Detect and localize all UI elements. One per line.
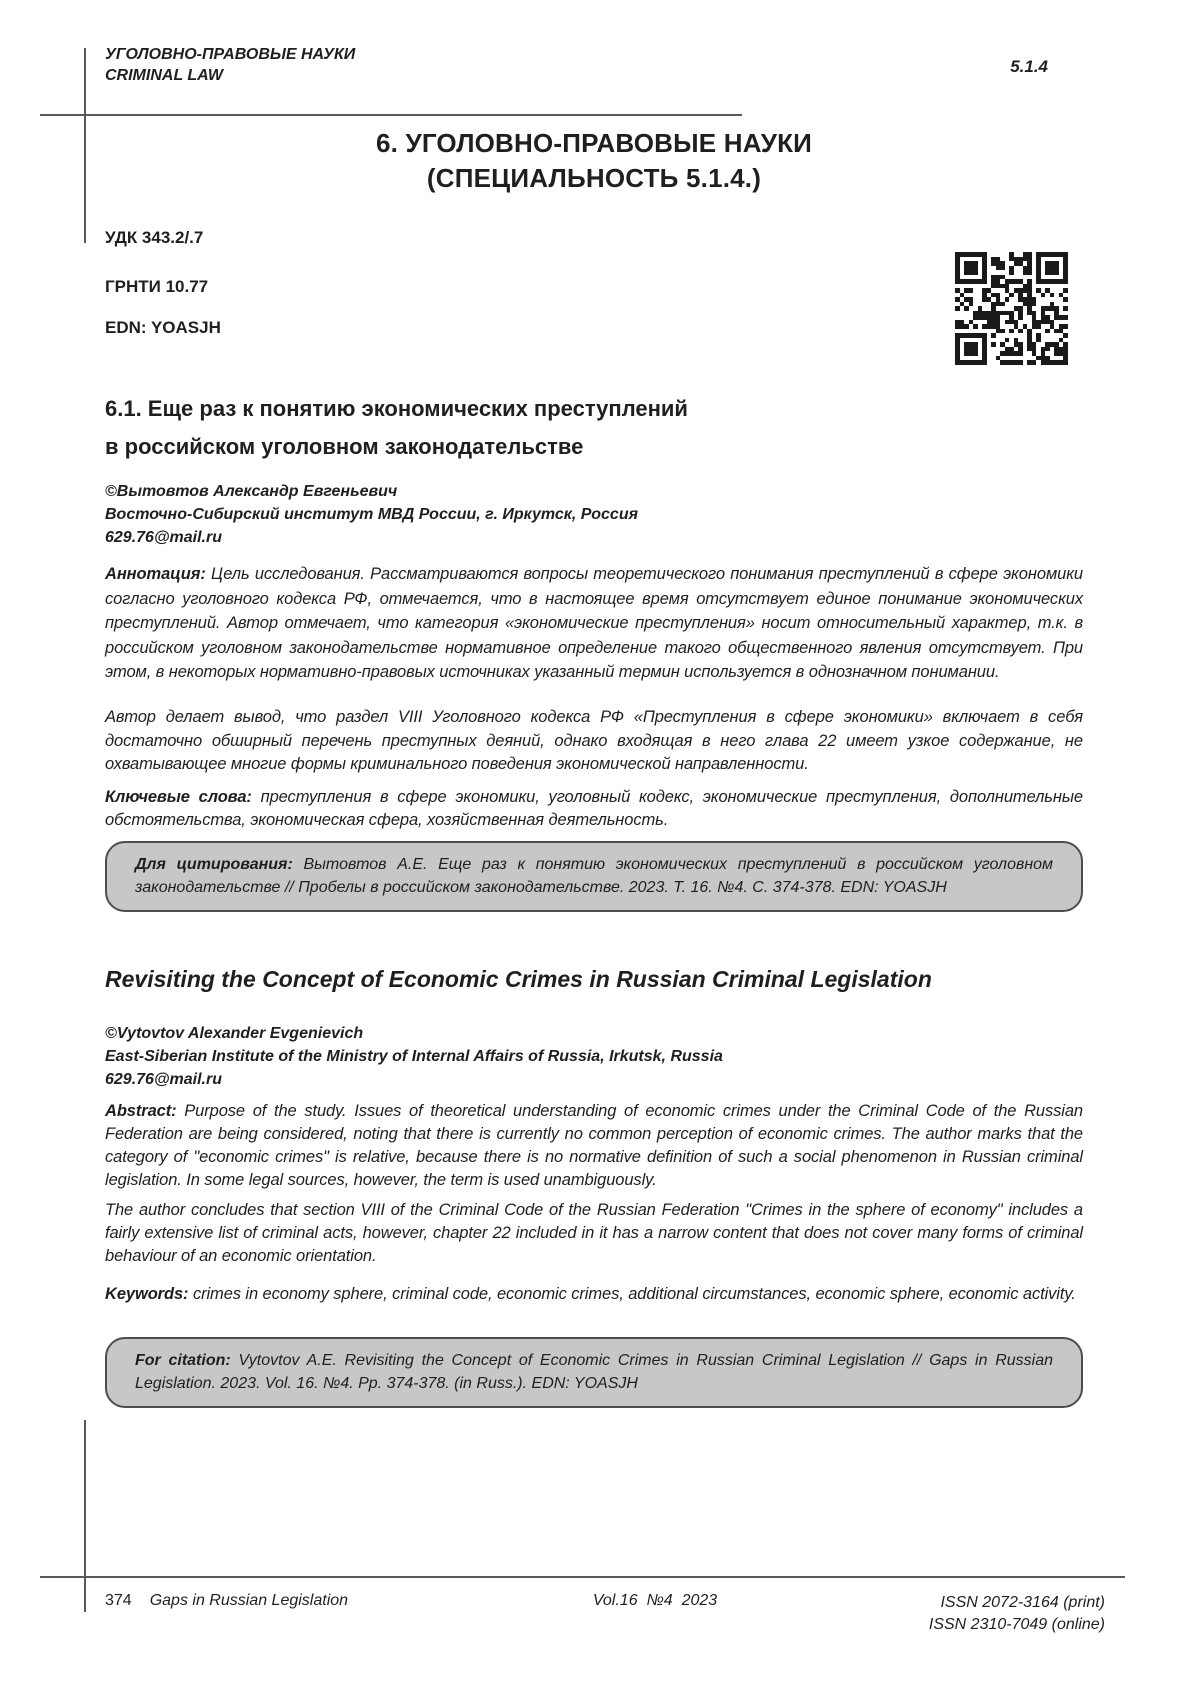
header-rule <box>40 114 742 116</box>
keywords-ru <box>105 786 1083 832</box>
keywords-ru-label: Ключевые слова: <box>105 788 252 806</box>
keywords-en-text: crimes in economy sphere, criminal code, economic crimes, additional circumstances, economic sphere, economic activity. <box>192 1285 1076 1303</box>
keywords-ru-text: преступления в сфере экономики, уголовный кодекс, экономические преступления, дополнительные обстоятельства, экономическая сфера, хозяйственная деятельность. <box>105 788 1083 829</box>
abstract-ru-p2: Автор делает вывод, что раздел VIII Уголовного кодекса РФ «Преступления в сфере экономики» включает в себя достаточно обширный перечень преступных деяний, однако входящая в него глава 22 имеет узкое содержание, не охватывающее многие формы криминального поведения экономической направленности. <box>105 708 1083 773</box>
running-head-ru: УГОЛОВНО-ПРАВОВЫЕ НАУКИ <box>105 46 356 63</box>
footer-rule <box>40 1576 1125 1578</box>
running-head-en: CRIMINAL LAW <box>105 67 223 84</box>
edn-code: EDN: YOASJH <box>105 318 221 337</box>
citation-box-ru <box>105 841 1083 912</box>
section-title-line2: (СПЕЦИАЛЬНОСТЬ 5.1.4.) <box>426 163 762 193</box>
abstract-en-p1 <box>105 1100 1083 1192</box>
abstract-ru-label: Аннотация: <box>105 565 206 583</box>
footer-issn-online: ISSN 2310-7049 (online) <box>928 1616 1105 1633</box>
section-title-line1: 6. УГОЛОВНО-ПРАВОВЫЕ НАУКИ <box>375 128 813 158</box>
keywords-en-label: Keywords: <box>105 1285 189 1303</box>
affiliation-en: East-Siberian Institute of the Ministry of Internal Affairs of Russia, Irkutsk, Russia <box>105 1048 723 1065</box>
article-title-en: Revisiting the Concept of Economic Crimes in Russian Criminal Legislation <box>105 966 932 992</box>
author-name-ru: ©Вытовтов Александр Евгеньевич <box>105 483 398 500</box>
abstract-en-label: Abstract: <box>105 1102 177 1120</box>
article-title-ru <box>105 390 1083 466</box>
author-email-en: 629.76@mail.ru <box>105 1071 222 1088</box>
author-email-ru: 629.76@mail.ru <box>105 529 222 546</box>
abstract-en-p2: The author concludes that section VIII of the Criminal Code of the Russian Federation "Crimes in the sphere of economy" includes a fairly extensive list of criminal acts, however, chapter 22 included in it has a narrow content that does not cover many forms of criminal behaviour of an economic orientation. <box>105 1201 1083 1265</box>
specialty-code: 5.1.4 <box>1010 57 1048 76</box>
abstract-en-p1-text: Purpose of the study. Issues of theoretical understanding of economic crimes under the Criminal Code of the Russian Federation are being considered, noting that there is currently no common perception of economic crimes. The author marks that the category of "economic crimes" is relative, because there is no normative definition of such a social phenomenon in Russian criminal legislation. In some legal sources, however, the term is used unambiguously. <box>105 1102 1084 1189</box>
citation-en-label: For citation: <box>135 1352 231 1369</box>
citation-en-text: Vytovtov A.E. Revisiting the Concept of Economic Crimes in Russian Criminal Legislation // Gaps in Russian Legislation. 2023. Vol. 16. №4. Pp. 374-378. (in Russ.). EDN: YOASJH <box>135 1352 1054 1392</box>
keywords-en <box>105 1283 1083 1306</box>
udk-code: УДК 343.2/.7 <box>105 228 204 247</box>
author-block-en <box>105 1022 723 1091</box>
footer-journal-name: Gaps in Russian Legislation <box>149 1592 349 1609</box>
footer-page-number: 374 <box>105 1592 132 1609</box>
left-margin-line-bottom <box>84 1420 86 1612</box>
author-name-en: ©Vytovtov Alexander Evgenievich <box>105 1025 364 1042</box>
section-title <box>105 126 1083 196</box>
author-block-ru <box>105 480 638 549</box>
footer-volume: Vol.16 №4 2023 <box>592 1592 718 1609</box>
grnti-code: ГРНТИ 10.77 <box>105 277 209 296</box>
abstract-ru-p1 <box>105 562 1083 685</box>
footer-issn-print: ISSN 2072-3164 (print) <box>940 1594 1105 1611</box>
citation-box-en <box>105 1337 1083 1408</box>
affiliation-ru: Восточно-Сибирский институт МВД России, г. Иркутск, Россия <box>105 506 639 523</box>
abstract-ru-p1-text: Цель исследования. Рассматриваются вопросы теоретического понимания преступлений в сфере экономики согласно уголовного кодекса РФ, отмечается, что в настоящее время отсутствует единое понимание экономических преступлений. Автор отмечает, что категория «экономические преступления» носит относительный характер, т.к. в российском уголовном законодательстве нормативное определение такого общественного явления отсутствует. При этом, в некоторых нормативно-правовых источниках указанный термин используется в однозначном понимании. <box>105 565 1084 681</box>
left-margin-line-top <box>84 48 86 243</box>
citation-ru-label: Для цитирования: <box>135 856 293 873</box>
article-title-ru-line1: 6.1. Еще раз к понятию экономических преступлений <box>105 396 688 421</box>
article-title-ru-line2: в российском уголовном законодательстве <box>105 434 584 459</box>
qr-code-icon <box>955 252 1068 365</box>
footer-issn <box>929 1592 1105 1636</box>
citation-ru-text: Вытовтов А.Е. Еще раз к понятию экономических преступлений в российском уголовном законодательстве // Пробелы в российском законодательстве. 2023. Т. 16. №4. С. 374-378. EDN: YOASJH <box>135 856 1053 896</box>
